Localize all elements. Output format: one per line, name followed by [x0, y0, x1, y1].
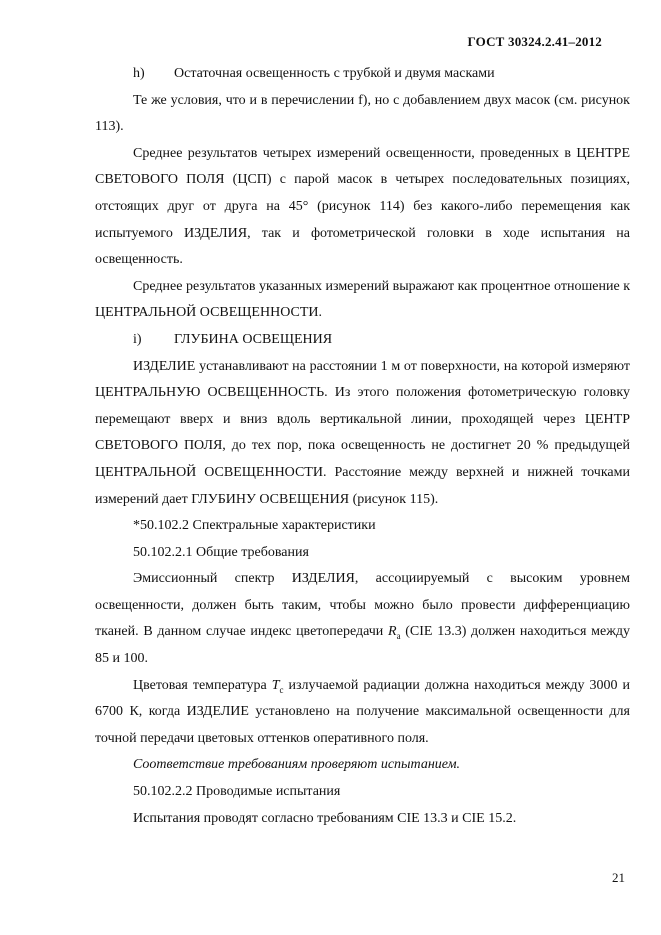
- list-item-i: [95, 327, 630, 354]
- list-marker-h: h): [133, 66, 145, 81]
- page-body: [95, 61, 630, 832]
- list-title-i: ГЛУБИНА ОСВЕЩЕНИЯ: [174, 331, 333, 347]
- section-heading-tests: 50.102.2.2 Проводимые испытания: [133, 784, 341, 800]
- symbol-r-subscript: a: [396, 631, 401, 642]
- symbol-t: T: [271, 677, 280, 693]
- paragraph-h-conditions: Те же условия, что и в перечислении f), но с добавлением двух масок (см. рисунок 113).: [95, 92, 630, 135]
- document-standard-header: ГОСТ 30324.2.41–2012: [467, 34, 602, 49]
- symbol-r: R: [388, 624, 397, 640]
- section-heading-spectral: *50.102.2 Спектральные характеристики: [133, 518, 376, 534]
- paragraph-h-measurements: Среднее результатов четырех измерений освещенности, проведенных в ЦЕНТРЕ СВЕТОВОГО ПОЛЯ (ЦСП) с парой масок в четырех последовательных позициях, отстоящих друг от друга на 45° (рисунок 114) без какого-либо перемещения как испытуемого ИЗДЕЛИЯ, так и фотометрической головки в ходе испытания на освещенность.: [95, 145, 630, 268]
- paragraph-h-result: Среднее результатов указанных измерений выражают как процентное отношение к ЦЕНТРАЛЬНОЙ ОСВЕЩЕННОСТИ.: [95, 278, 630, 321]
- list-marker-i: i): [133, 331, 142, 347]
- section-heading-general: 50.102.2.1 Общие требования: [133, 544, 309, 560]
- page-number: 21: [612, 870, 625, 885]
- list-title-h: Остаточная освещенность с трубкой и двумя масками: [174, 66, 495, 81]
- symbol-t-subscript: c: [279, 684, 284, 695]
- paragraph-emission-spectrum: Эмиссионный спектр ИЗДЕЛИЯ, ассоциируемый с высоким уровнем освещенности, должен быть таким, чтобы можно было провести дифференциацию тканей. В данном случае индекс цветопередачи $R_a$ (CIE 13.3) должен находиться между 85 и 100.: [95, 571, 631, 667]
- paragraph-tests: Испытания проводят согласно требованиям CIE 13.3 и CIE 15.2.: [133, 810, 517, 826]
- paragraph-color-temperature: Цветовая температура $T_c$ излучаемой радиации должна находиться между 3000 и 6700 К, когда ИЗДЕЛИЕ установлено на получение максимальной освещенности для точной передачи цветовых оттенков оперативного поля.: [95, 677, 630, 746]
- list-item-h: [95, 61, 630, 88]
- paragraph-illumination-depth: ИЗДЕЛИЕ устанавливают на расстоянии 1 м от поверхности, на которой измеряют ЦЕНТРАЛЬНУЮ ОСВЕЩЕННОСТЬ. Из этого положения фотометрическую головку перемещают вверх и вниз вдоль вертикальной линии, проходящей через ЦЕНТР СВЕТОВОГО ПОЛЯ, до тех пор, пока освещенность не достигнет 20 % предыдущей ЦЕНТРАЛЬНОЙ ОСВЕЩЕННОСТИ. Расстояние между верхней и нижней точками измерений дает ГЛУБИНУ ОСВЕЩЕНИЯ (рисунок 115).: [95, 358, 630, 507]
- paragraph-compliance: Соответствие требованиям проверяют испытанием.: [133, 757, 461, 773]
